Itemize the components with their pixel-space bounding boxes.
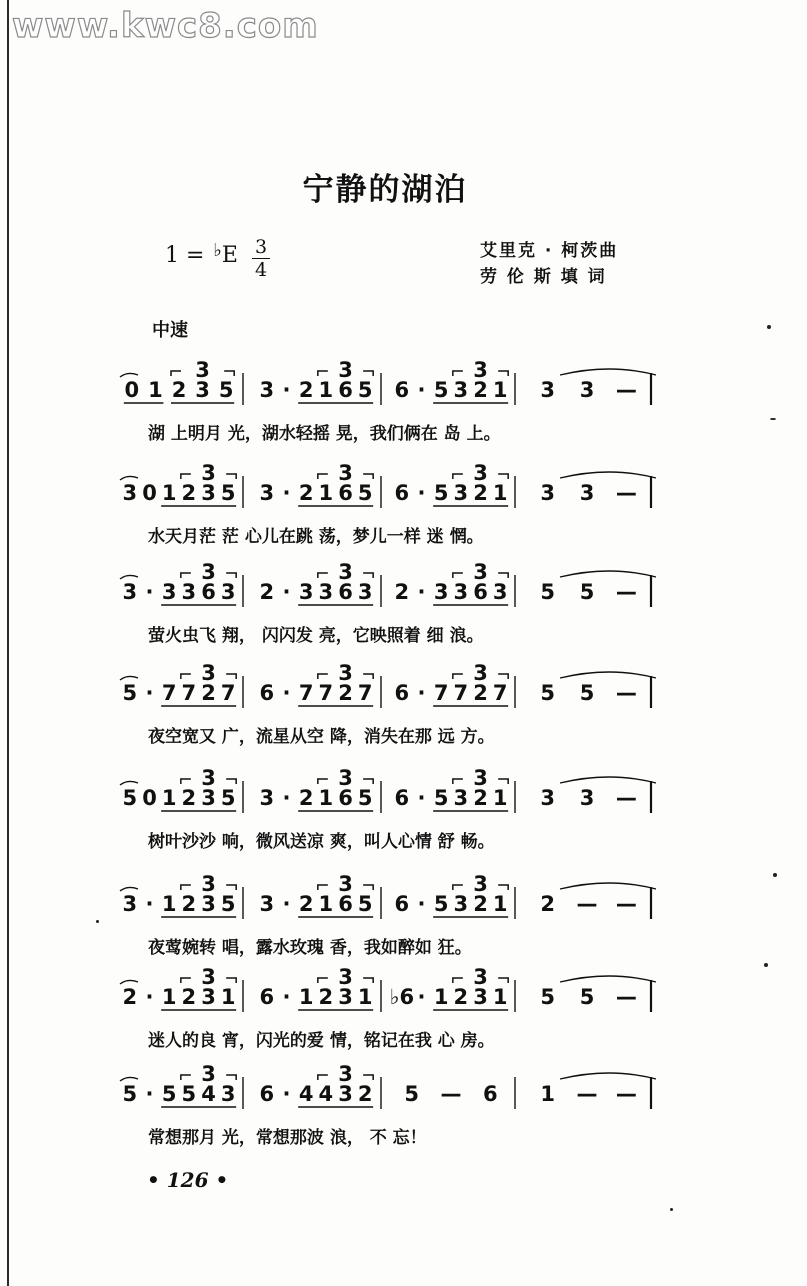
triplet-number: 3 — [201, 872, 216, 896]
note: 3 — [338, 985, 353, 1009]
note: 2 — [181, 481, 197, 505]
note: 3 — [122, 580, 138, 604]
note: 3 — [161, 580, 177, 604]
note: 3 — [201, 892, 216, 916]
tie-arc — [560, 777, 656, 783]
note: 6 — [394, 786, 410, 810]
note: 0 — [142, 786, 157, 810]
note: 3 — [259, 892, 275, 916]
speck — [96, 920, 99, 923]
lyric-line: 湖 上明月 光，湖水轻摇 晃，我们俩在 岛 上。 — [148, 424, 501, 444]
dot-mark: · — [282, 892, 291, 916]
note: 7 — [453, 681, 469, 705]
note: 6 — [394, 681, 410, 705]
note: 2 — [473, 892, 488, 916]
lyricist-credit: 劳 伦 斯 填 词 — [480, 267, 607, 287]
note: 7 — [492, 681, 508, 705]
triplet-number: 3 — [473, 461, 488, 485]
dash-mark: — — [615, 681, 637, 705]
triplet-number: 3 — [201, 661, 216, 685]
note: 3 — [540, 481, 555, 505]
note: 7 — [298, 681, 314, 705]
note: 7 — [318, 681, 334, 705]
note: 5 — [220, 481, 236, 505]
triplet-number: 3 — [473, 766, 488, 790]
note: 1 — [298, 985, 314, 1009]
note: 5 — [161, 1082, 177, 1106]
note: 3 — [201, 481, 216, 505]
note: 3 — [201, 786, 216, 810]
triplet-number: 3 — [338, 1062, 353, 1086]
triplet-number: 3 — [473, 661, 488, 685]
note: 3 — [122, 892, 138, 916]
note: 5 — [357, 378, 373, 402]
dot-mark: · — [417, 892, 426, 916]
dash-mark: — — [576, 892, 598, 916]
triplet-number: 3 — [473, 560, 488, 584]
note: 3 — [259, 378, 275, 402]
lyric-line: 水天月茫 茫 心儿在跳 荡，梦儿一样 迷 惘。 — [148, 527, 484, 547]
note: 3 — [453, 378, 469, 402]
dot-mark: · — [145, 892, 154, 916]
dash-mark: — — [615, 481, 637, 505]
note: 6 — [338, 481, 353, 505]
tie-arc — [120, 476, 138, 480]
note: 2 — [298, 481, 314, 505]
lyric-line: 常想那月 光，常想那波 浪， 不 忘！ — [148, 1128, 427, 1148]
dot-mark: · — [145, 681, 154, 705]
dot-mark: · — [417, 378, 426, 402]
dash-mark: — — [615, 985, 637, 1009]
note: 5 — [579, 985, 595, 1009]
note: 5 — [357, 892, 373, 916]
dot-mark: · — [145, 985, 154, 1009]
note: 3 — [357, 580, 373, 604]
note: 5 — [122, 1082, 138, 1106]
note: 3 — [579, 378, 595, 402]
note: 2 — [298, 892, 314, 916]
note: 5 — [433, 481, 449, 505]
triplet-number: 3 — [201, 560, 216, 584]
note: 6 — [394, 378, 410, 402]
note: 3 — [220, 1082, 236, 1106]
note: 5 — [357, 786, 373, 810]
note: 2 — [473, 681, 488, 705]
note: 2 — [473, 481, 488, 505]
note: 3 — [540, 786, 555, 810]
note: 2 — [298, 378, 314, 402]
flat-icon: ♭ — [213, 240, 222, 261]
triplet-number: 3 — [473, 358, 488, 382]
note: 1 — [318, 481, 334, 505]
note: 2 — [259, 580, 275, 604]
triplet-number: 3 — [338, 560, 353, 584]
note: 5 — [433, 378, 449, 402]
dot-mark: · — [417, 786, 426, 810]
note: 1 — [318, 786, 334, 810]
note: 3 — [201, 985, 216, 1009]
dot-mark: · — [282, 786, 291, 810]
note: 3 — [453, 892, 469, 916]
note: 1 — [161, 892, 177, 916]
note: 3 — [318, 580, 334, 604]
note: 1 — [492, 892, 508, 916]
note: 6 — [338, 892, 353, 916]
note: 1 — [161, 786, 177, 810]
note: 3 — [492, 580, 508, 604]
triplet-number: 3 — [338, 661, 353, 685]
triplet-number: 3 — [201, 766, 216, 790]
tie-arc — [560, 672, 656, 678]
dot-mark: · — [282, 1082, 291, 1106]
note: 3 — [473, 985, 488, 1009]
triplet-number: 3 — [201, 965, 216, 989]
note: 2 — [181, 892, 197, 916]
note: 7 — [433, 681, 449, 705]
note: 6 — [259, 1082, 275, 1106]
tie-arc — [560, 369, 656, 375]
tie-arc — [560, 472, 656, 478]
note: 6 — [394, 481, 410, 505]
note: ♭6 — [389, 985, 415, 1009]
note: 1 — [318, 378, 334, 402]
note: 2 — [453, 985, 469, 1009]
note: 5 — [540, 580, 555, 604]
note: 1 — [492, 786, 508, 810]
note: 3 — [220, 580, 236, 604]
watermark: www.kwc8.com — [12, 6, 319, 46]
tie-arc — [120, 373, 138, 377]
note: 1 — [492, 481, 508, 505]
triplet-number: 3 — [338, 965, 353, 989]
note: 5 — [404, 1082, 419, 1106]
note: 2 — [171, 378, 187, 402]
note: 5 — [357, 481, 373, 505]
dash-mark: — — [615, 892, 637, 916]
triplet-number: 3 — [473, 965, 488, 989]
note: 5 — [579, 681, 595, 705]
note: 3 — [298, 580, 314, 604]
dot-mark: · — [417, 481, 426, 505]
note: 4 — [318, 1082, 334, 1106]
speck — [767, 325, 771, 329]
dot-mark: · — [282, 481, 291, 505]
note: 5 — [218, 378, 234, 402]
note: 2 — [318, 985, 334, 1009]
note: 5 — [433, 786, 449, 810]
note: 2 — [298, 786, 314, 810]
note: 6 — [259, 681, 275, 705]
lyric-line: 夜空宽又 广，流星从空 降，消失在那 远 方。 — [148, 727, 495, 747]
triplet-number: 3 — [201, 1062, 216, 1086]
tie-arc — [560, 883, 656, 889]
dash-mark: — — [615, 580, 637, 604]
dot-mark: · — [417, 681, 426, 705]
note: 1 — [318, 892, 334, 916]
tie-arc — [560, 571, 656, 577]
song-title: 宁静的湖泊 — [302, 172, 468, 208]
triplet-number: 3 — [338, 461, 353, 485]
note: 3 — [433, 580, 449, 604]
note: 2 — [540, 892, 555, 916]
note: 5 — [433, 892, 449, 916]
note: 1 — [148, 378, 163, 402]
note: 1 — [492, 378, 508, 402]
dot-mark: · — [282, 580, 291, 604]
composer-credit: 艾里克 · 柯茨曲 — [480, 241, 619, 261]
dot-mark: · — [282, 378, 291, 402]
note: 1 — [357, 985, 373, 1009]
tie-arc — [120, 980, 138, 984]
note: 5 — [540, 681, 555, 705]
key-prefix: 1 = — [165, 243, 212, 268]
note: 2 — [181, 786, 197, 810]
triplet-number: 3 — [473, 872, 488, 896]
note: 5 — [181, 1082, 197, 1106]
note: 3 — [195, 378, 210, 402]
dot-mark: · — [145, 580, 154, 604]
note: 3 — [453, 580, 469, 604]
note: 2 — [181, 985, 197, 1009]
note: 3 — [259, 786, 275, 810]
dot-mark: · — [145, 1082, 154, 1106]
key-note: E — [221, 243, 238, 268]
note: 5 — [122, 786, 138, 810]
dot-mark: · — [417, 985, 426, 1009]
dash-mark: — — [615, 378, 637, 402]
note: 2 — [201, 681, 216, 705]
note: 6 — [338, 580, 353, 604]
note: 5 — [579, 580, 595, 604]
triplet-number: 3 — [338, 872, 353, 896]
note: 7 — [161, 681, 177, 705]
meter-denominator: 4 — [252, 258, 270, 281]
tie-arc — [120, 887, 138, 891]
note: 3 — [338, 1082, 353, 1106]
note: 2 — [338, 681, 353, 705]
note: 2 — [357, 1082, 373, 1106]
note: 6 — [201, 580, 216, 604]
note: 3 — [453, 481, 469, 505]
note: 6 — [259, 985, 275, 1009]
triplet-number: 3 — [201, 461, 216, 485]
dot-mark: · — [282, 681, 291, 705]
note: 7 — [220, 681, 236, 705]
note: 1 — [433, 985, 449, 1009]
note: 1 — [540, 1082, 555, 1106]
dash-mark: — — [615, 786, 637, 810]
page-number: • 126 • — [147, 1168, 229, 1192]
tie-arc — [120, 575, 138, 579]
tie-arc — [120, 1077, 138, 1081]
note: 0 — [124, 378, 140, 402]
note: 1 — [492, 985, 508, 1009]
lyric-line: 夜莺婉转 唱，露水玫瑰 香，我如醉如 狂。 — [148, 938, 472, 958]
dot-mark: · — [282, 985, 291, 1009]
note: 2 — [122, 985, 138, 1009]
note: 6 — [473, 580, 488, 604]
dash-mark: — — [440, 1082, 462, 1106]
note: 3 — [579, 786, 595, 810]
note: 5 — [220, 786, 236, 810]
note: 6 — [394, 892, 410, 916]
note: 3 — [181, 580, 197, 604]
note: 7 — [181, 681, 197, 705]
note: 5 — [540, 985, 555, 1009]
note: 6 — [338, 786, 353, 810]
tie-arc — [120, 781, 138, 785]
note: 3 — [259, 481, 275, 505]
note: 5 — [122, 681, 138, 705]
note: 7 — [357, 681, 373, 705]
note: 4 — [298, 1082, 314, 1106]
tie-arc — [120, 676, 138, 680]
speck — [770, 418, 776, 420]
speck — [764, 963, 768, 967]
lyric-line: 树叶沙沙 响，微风送凉 爽，叫人心情 舒 畅。 — [148, 832, 495, 852]
note: 3 — [579, 481, 595, 505]
tie-arc — [560, 1073, 656, 1079]
note: 6 — [483, 1082, 498, 1106]
note: 4 — [201, 1082, 216, 1106]
note: 2 — [473, 378, 488, 402]
note: 3 — [453, 786, 469, 810]
lyric-line: 萤火虫飞 翔， 闪闪发 亮，它映照着 细 浪。 — [148, 626, 484, 646]
note: 2 — [394, 580, 410, 604]
speck — [773, 873, 777, 877]
note: 1 — [161, 481, 177, 505]
dot-mark: · — [417, 580, 426, 604]
triplet-number: 3 — [338, 358, 353, 382]
lyric-line: 迷人的良 宵，闪光的爱 情，铭记在我 心 房。 — [148, 1031, 495, 1051]
tie-arc — [560, 976, 656, 982]
note: 0 — [142, 481, 157, 505]
speck — [670, 1208, 673, 1211]
note: 1 — [161, 985, 177, 1009]
tempo-marking: 中速 — [152, 320, 188, 341]
note: 6 — [338, 378, 353, 402]
meter-numerator: 3 — [254, 236, 268, 258]
note: 3 — [122, 481, 138, 505]
note: 5 — [220, 892, 236, 916]
note: 3 — [540, 378, 555, 402]
triplet-number: 3 — [338, 766, 353, 790]
note: 2 — [473, 786, 488, 810]
note: 1 — [220, 985, 236, 1009]
triplet-number: 3 — [195, 358, 210, 382]
dash-mark: — — [615, 1082, 637, 1106]
dash-mark: — — [576, 1082, 598, 1106]
